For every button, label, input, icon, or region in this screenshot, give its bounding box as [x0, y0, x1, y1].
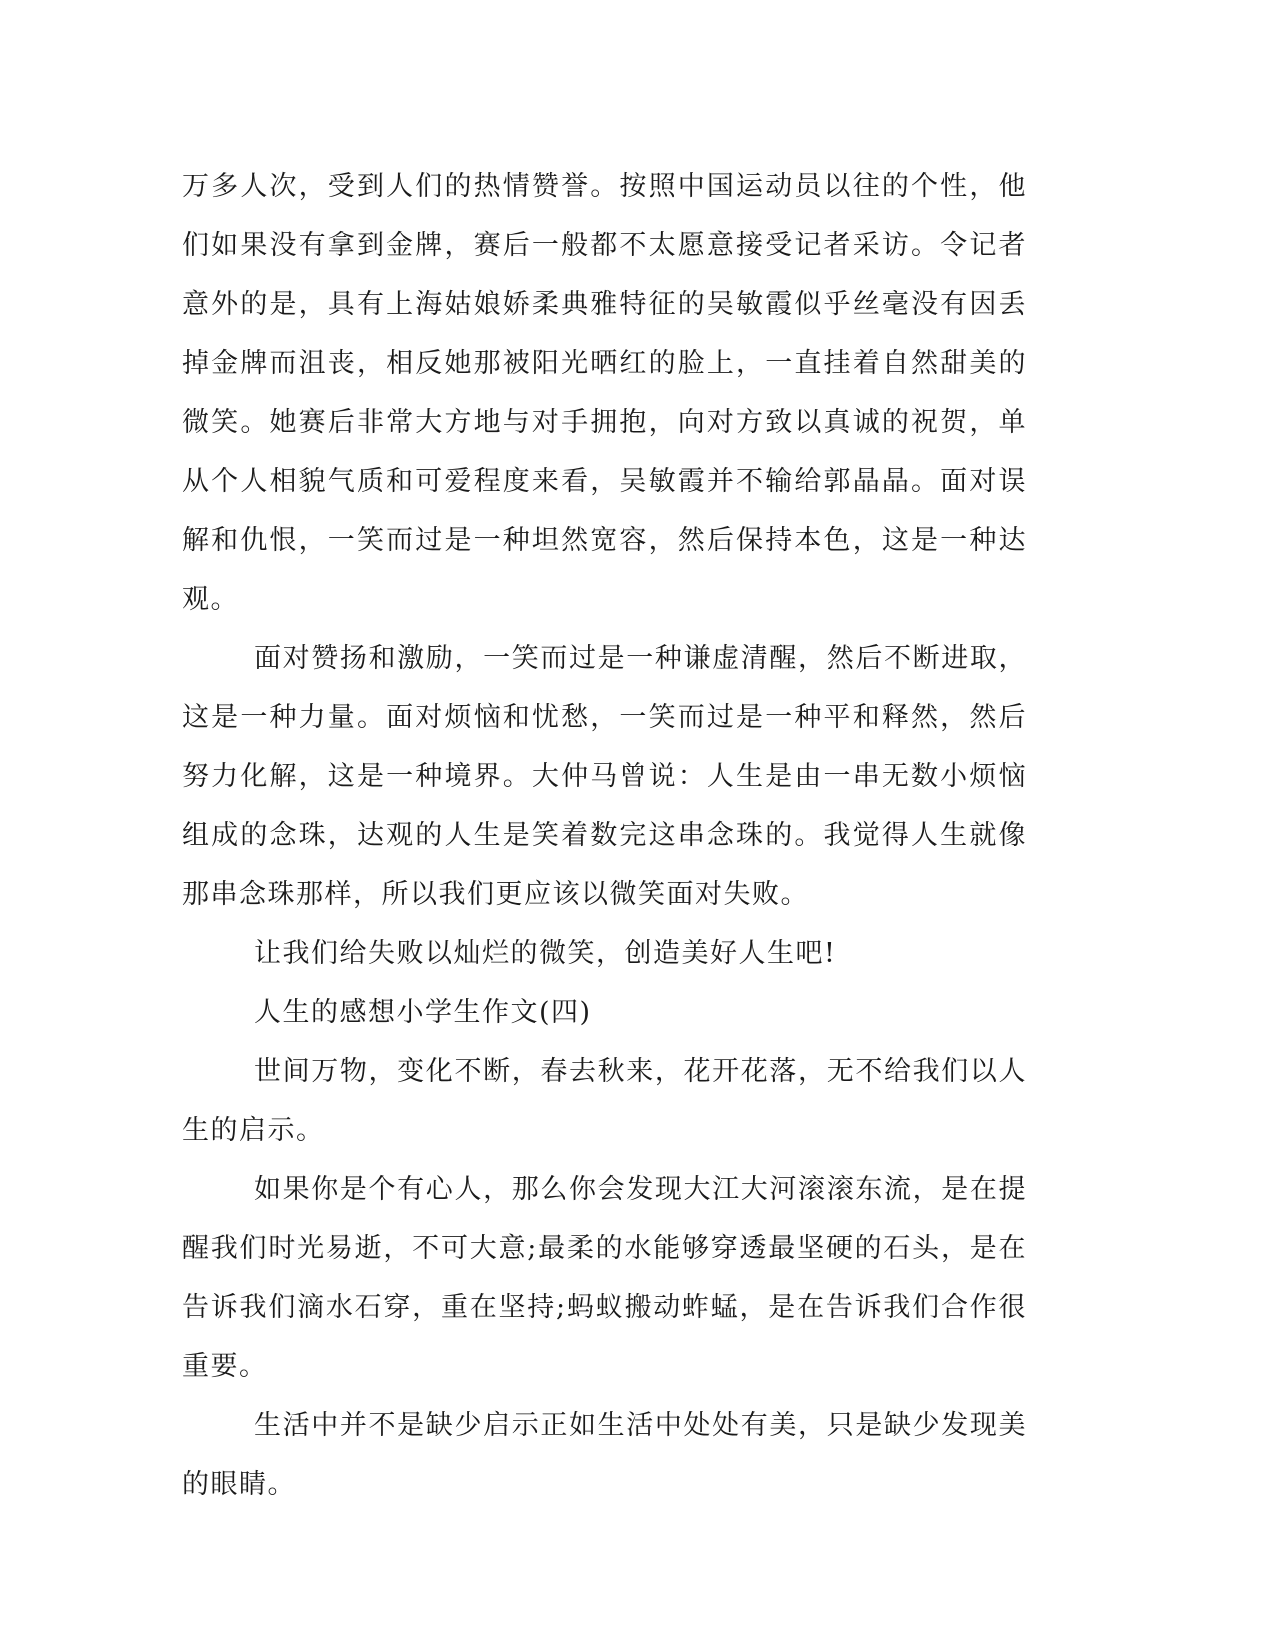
paragraph-7: 生活中并不是缺少启示正如生活中处处有美，只是缺少发现美的眼睛。: [182, 1410, 1027, 1500]
document-body: [182, 157, 1027, 1514]
paragraph-3: 让我们给失败以灿烂的微笑，创造美好人生吧!: [254, 938, 837, 969]
paragraph-1: 万多人次，受到人们的热情赞誉。按照中国运动员以往的个性，他们如果没有拿到金牌，赛后一般都不太愿意接受记者采访。令记者意外的是，具有上海姑娘娇柔典雅特征的吴敏霞似乎丝毫没有因丢掉金牌而沮丧，相反她那被阳光晒红的脸上，一直挂着自然甜美的微笑。她赛后非常大方地与对手拥抱，向对方致以真诚的祝贺，单从个人相貌气质和可爱程度来看，吴敏霞并不输给郭晶晶。面对误解和仇恨，一笑而过是一种坦然宽容，然后保持本色，这是一种达观。: [182, 171, 1027, 615]
essay-heading: 人生的感想小学生作文(四): [254, 997, 592, 1028]
paragraph-5: 世间万物，变化不断，春去秋来，花开花落，无不给我们以人生的启示。: [182, 1056, 1027, 1146]
paragraph-2: 面对赞扬和激励，一笑而过是一种谦虚清醒，然后不断进取，这是一种力量。面对烦恼和忧愁，一笑而过是一种平和释然，然后努力化解，这是一种境界。大仲马曾说：人生是由一串无数小烦恼组成的念珠，达观的人生是笑着数完这串念珠的。我觉得人生就像那串念珠那样，所以我们更应该以微笑面对失败。: [182, 643, 1027, 910]
paragraph-6: 如果你是个有心人，那么你会发现大江大河滚滚东流，是在提醒我们时光易逝，不可大意;最柔的水能够穿透最坚硬的石头，是在告诉我们滴水石穿，重在坚持;蚂蚁搬动蚱蜢，是在告诉我们合作很重要。: [182, 1174, 1027, 1382]
